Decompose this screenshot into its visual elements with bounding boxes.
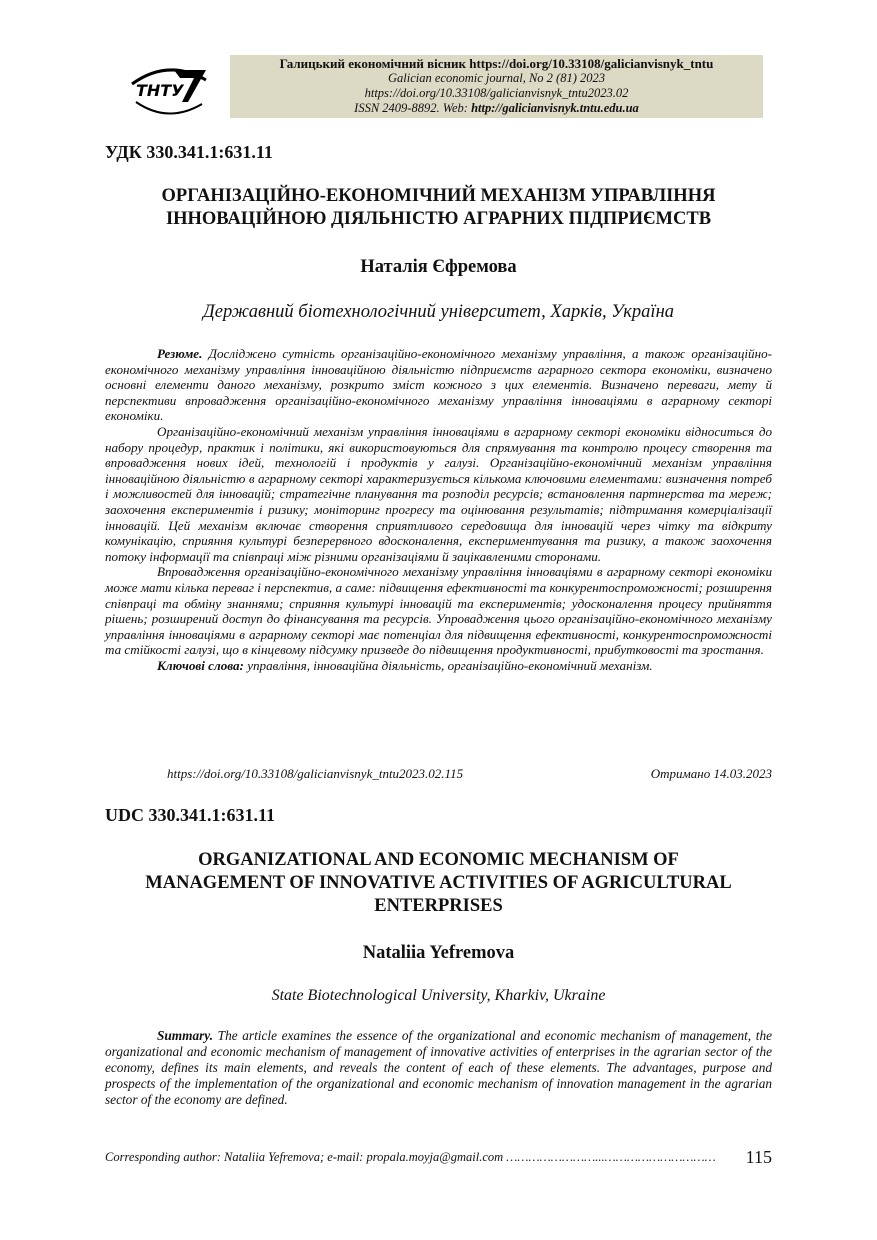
author-en: Nataliia Yefremova [362, 943, 515, 963]
author-ua: Наталія Єфремова [360, 257, 517, 277]
header-line-2: Galician economic journal, No 2 (81) 2023 [388, 71, 605, 85]
article-doi[interactable]: https://doi.org/10.33108/galicianvisnyk_tntu2023.02.115 [167, 766, 464, 781]
affiliation-en: State Biotechnological University, Kharkiv, Ukraine [271, 987, 606, 1004]
page-number: 115 [745, 1147, 772, 1167]
abstract-ua-p2: Організаційно-економічний механізм управління інноваціями в аграрному секторі економіки відноситься до набору процедур, практик і політики, які використовуються для спрямування та контролю процесу створення та впровадження нових ідей, технологій і продуктів у галузі. Організаційно-економічний механізм управління інноваційною діяльністю в аграрному секторі характеризується кількома ключовими елементами: визначення потреб і можливостей для інновацій; стратегічне планування та розподіл ресурсів; встановлення партнерства та мереж; заохочення експериментів і ризику; моніторинг прогресу та оцінювання результатів; підтримання комерціалізації інновацій. Цей механізм включає створення сприятливого середовища для інновацій через чітку та відкриту комунікацію, сприяння культурі безперервного вдосконалення, експериментування та ризику, а також заохочення потоку інформації та співпраці між різними організаціями й зацікавленими сторонами. [105, 423, 772, 564]
header-line-4: ISSN 2409-8892. Web: http://galicianvisnyk.tntu.edu.ua [354, 101, 639, 115]
logo-text: ТНТУ [136, 81, 184, 100]
affiliation-ua: Державний біотехнологічний університет, Харків, Україна [202, 302, 674, 322]
journal-logo [128, 62, 208, 122]
article-title-en: ORGANIZATIONAL AND ECONOMIC MECHANISM OF MANAGEMENT OF INNOVATIVE ACTIVITIES OF AGRICULTURAL ENTERPRISES [145, 850, 732, 916]
abstract-ua-p3: Впровадження організаційно-економічного механізму управління інноваціями в аграрному секторі економіки може мати кілька переваг і перспектив, а саме: підвищення ефективності та конкурентоспроможності; розширення співпраці та обміну знаннями; сприяння культурі інновацій та експериментів; удосконалення процесу прийняття рішень; розширений доступ до фінансування та ресурсів. Упровадження цього організаційно-економічного механізму управління інноваціями в аграрному секторі має потенціал для підвищення ефективності, конкурентоспроможності та стійкості галузі, що в кінцевому підсумку призведе до підвищення продуктивності, прибутковості та зростання. [105, 564, 772, 658]
article-title-ua: ОРГАНІЗАЦІЙНО-ЕКОНОМІЧНИЙ МЕХАНІЗМ УПРАВЛІННЯ ІННОВАЦІЙНОЮ ДІЯЛЬНІСТЮ АГРАРНИХ ПІДПРИЄМСТВ [161, 186, 716, 229]
header-line-1: Галицький економічний вісник https://doi.org/10.33108/galicianvisnyk_tntu [279, 56, 714, 71]
received-date: Отримано 14.03.2023 [650, 766, 772, 781]
journal-website-link[interactable]: http://galicianvisnyk.tntu.edu.ua [471, 101, 639, 115]
udc-ua: УДК 330.341.1:631.11 [105, 142, 273, 162]
summary-en: Summary. The article examines the essence of the organizational and economic mechanism of management, the organizational and economic mechanism of management of innovative activities of enterprises in the agrarian sector of the economy, defines its main elements, and reveals the content of each of these elements. The advantages, purpose and prospects of the implementation of the organizational and economic mechanism of innovation management in the agrarian sector of the economy are defined. [105, 1028, 772, 1107]
journal-header [230, 55, 763, 118]
header-line-3: https://doi.org/10.33108/galicianvisnyk_tntu2023.02 [364, 86, 629, 100]
abstract-ua-p1: Резюме. Досліджено сутність організаційно-економічного механізму управління, а також організаційно-економічного механізму управління інноваційною діяльністю підприємств аграрного сектора економіки, визначено основні елементи даного механізму, розкрито зміст кожного з цих елементів. Визначено переваги, мету й перспективи впровадження організаційно-економічного механізму управління інноваціями в аграрному секторі економіки. [105, 346, 772, 424]
page-footer [105, 1147, 772, 1167]
keywords-ua: Ключові слова: управління, інноваційна діяльність, організаційно-економічний механізм. [157, 657, 653, 673]
corresponding-author: Corresponding author: Nataliia Yefremova; e-mail: propala.moyja@gmail.com ……………………...………………………… [105, 1150, 716, 1164]
abstract-ua [105, 346, 772, 673]
udc-en: UDC 330.341.1:631.11 [105, 805, 275, 825]
